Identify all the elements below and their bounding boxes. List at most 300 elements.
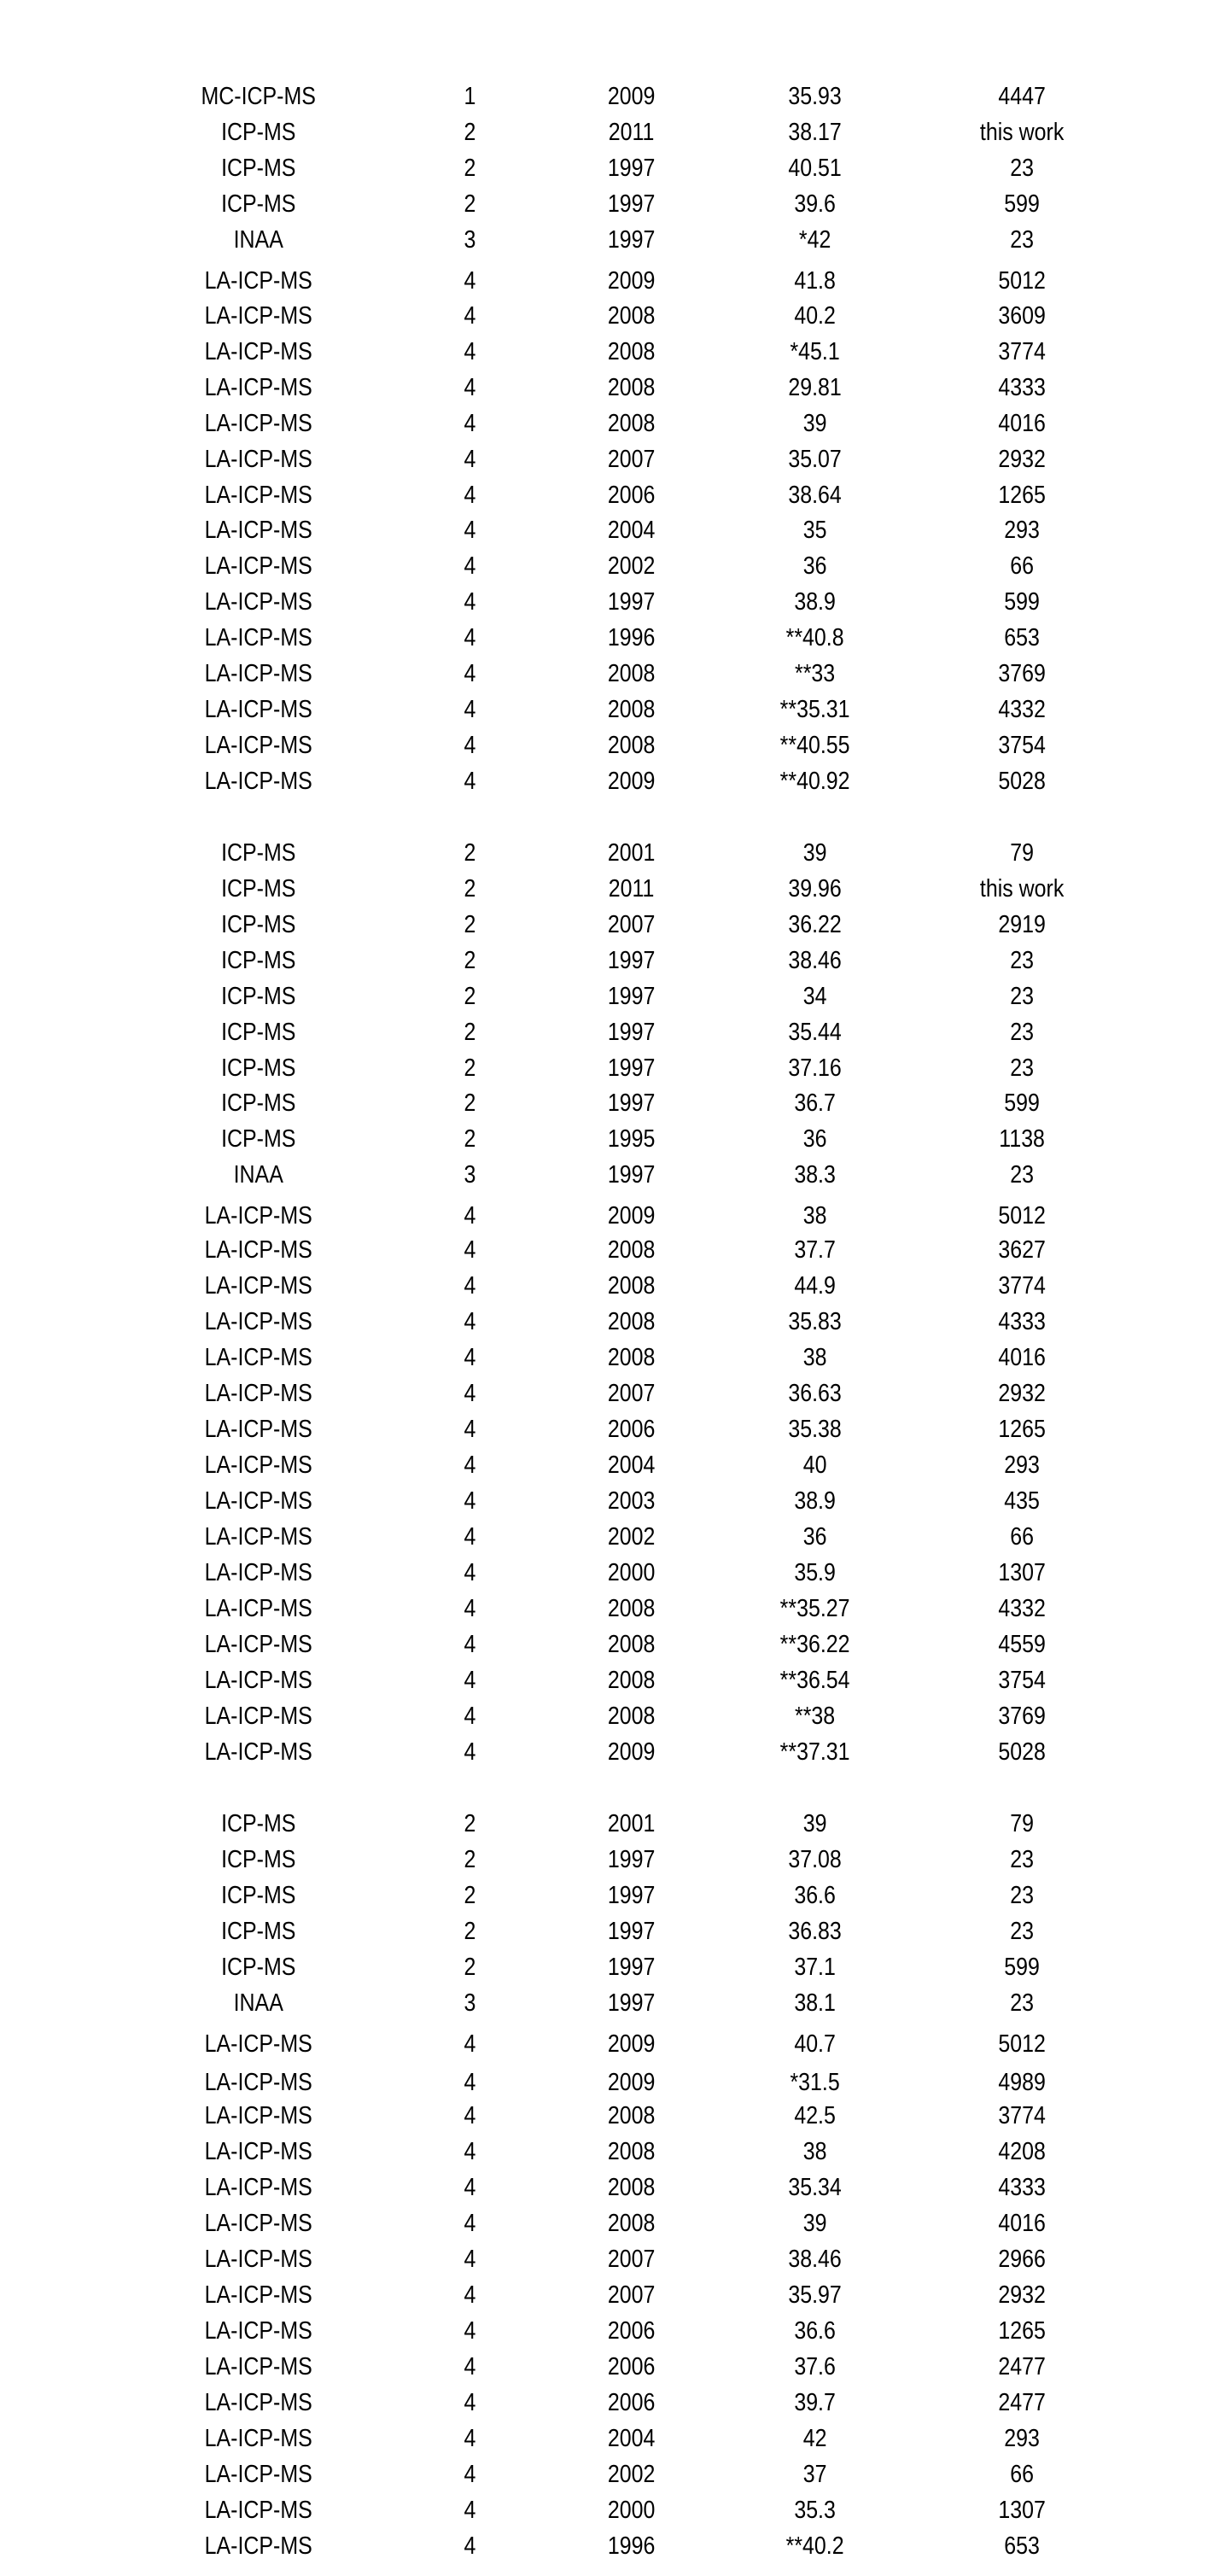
- value-cell: 39.96: [788, 875, 842, 902]
- method-cell: LA-ICP-MS: [204, 1272, 312, 1300]
- group-cell: 4: [464, 1380, 476, 1407]
- method-cell: ICP-MS: [221, 155, 296, 182]
- method-cell: LA-ICP-MS: [204, 1487, 312, 1515]
- group-cell: 2: [464, 1054, 476, 1082]
- group-cell: 4: [464, 374, 476, 401]
- group-cell: 4: [464, 482, 476, 509]
- value-cell: **38: [795, 1703, 836, 1730]
- group-cell: 2: [464, 1019, 476, 1046]
- table-row: [0, 1949, 1059, 1985]
- table-row: [0, 1268, 1059, 1304]
- table-row: [0, 1376, 1059, 1411]
- value-cell: **35.27: [779, 1595, 850, 1622]
- reference-cell: this work: [979, 875, 1065, 902]
- method-cell: ICP-MS: [221, 947, 296, 974]
- reference-cell: 4333: [998, 1308, 1046, 1335]
- group-cell: 4: [464, 2069, 476, 2096]
- method-cell: LA-ICP-MS: [204, 2138, 312, 2165]
- reference-cell: 4447: [998, 83, 1046, 110]
- year-cell: 2004: [607, 1452, 656, 1479]
- method-cell: LA-ICP-MS: [204, 2532, 312, 2560]
- value-cell: **37.31: [779, 1738, 850, 1766]
- table-row: [0, 548, 1059, 584]
- method-cell: LA-ICP-MS: [204, 1667, 312, 1694]
- year-cell: 2008: [607, 410, 656, 437]
- value-cell: **40.92: [779, 768, 850, 795]
- method-cell: ICP-MS: [221, 1089, 296, 1117]
- reference-cell: 3754: [998, 1667, 1046, 1694]
- method-cell: LA-ICP-MS: [204, 2461, 312, 2488]
- group-cell: 2: [464, 1810, 476, 1837]
- table-row: [0, 512, 1059, 548]
- year-cell: 2008: [607, 1631, 656, 1658]
- table-row: [0, 298, 1059, 334]
- value-cell: 36.63: [788, 1380, 842, 1407]
- year-cell: 2007: [607, 2246, 656, 2273]
- reference-cell: 1307: [998, 1559, 1046, 1586]
- table-row: [0, 1519, 1059, 1555]
- year-cell: 2009: [607, 2069, 656, 2096]
- value-cell: 37.1: [794, 1954, 836, 1981]
- table-row: [0, 1842, 1059, 1878]
- year-cell: 2002: [607, 2461, 656, 2488]
- table-row: [0, 406, 1059, 441]
- value-cell: 41.8: [794, 267, 836, 295]
- value-cell: 35.9: [794, 1559, 836, 1586]
- group-cell: 4: [464, 1738, 476, 1766]
- reference-cell: 653: [1004, 2532, 1040, 2560]
- value-cell: 37.6: [794, 2353, 836, 2380]
- year-cell: 2011: [608, 875, 655, 902]
- group-cell: 4: [464, 1236, 476, 1264]
- value-cell: **33: [795, 660, 836, 687]
- table-row: [0, 1806, 1059, 1842]
- value-cell: 36.83: [788, 1918, 842, 1945]
- method-cell: LA-ICP-MS: [204, 2246, 312, 2273]
- table-row: [0, 907, 1059, 943]
- year-cell: 2008: [607, 302, 656, 330]
- year-cell: 1997: [607, 1954, 656, 1981]
- method-cell: LA-ICP-MS: [204, 1631, 312, 1658]
- value-cell: 36: [802, 1125, 827, 1153]
- table-row: [0, 2528, 1059, 2564]
- year-cell: 1997: [607, 1054, 656, 1082]
- group-cell: 4: [464, 2532, 476, 2560]
- value-cell: 35: [802, 517, 827, 544]
- year-cell: 2008: [607, 2210, 656, 2237]
- table-row: [0, 1304, 1059, 1340]
- reference-cell: 1265: [998, 1416, 1046, 1443]
- group-cell: 4: [464, 1703, 476, 1730]
- method-cell: ICP-MS: [221, 1810, 296, 1837]
- value-cell: 39: [802, 2210, 827, 2237]
- method-cell: LA-ICP-MS: [204, 1559, 312, 1586]
- group-cell: 4: [464, 1308, 476, 1335]
- year-cell: 2007: [607, 446, 656, 473]
- table-row: [0, 1050, 1059, 1086]
- reference-cell: 3774: [998, 2102, 1046, 2129]
- method-cell: LA-ICP-MS: [204, 410, 312, 437]
- year-cell: 1997: [607, 1019, 656, 1046]
- value-cell: *42: [798, 226, 831, 254]
- table-row: [0, 186, 1059, 222]
- value-cell: 39.6: [794, 190, 836, 218]
- year-cell: 1997: [607, 190, 656, 218]
- value-cell: 36.7: [794, 1089, 836, 1117]
- reference-cell: 66: [1010, 552, 1034, 580]
- table-row: [0, 1198, 1059, 1234]
- year-cell: 2001: [607, 1810, 656, 1837]
- year-cell: 2002: [607, 1523, 656, 1551]
- group-cell: 4: [464, 2497, 476, 2524]
- year-cell: 2008: [607, 2102, 656, 2129]
- value-cell: 39.7: [794, 2389, 836, 2416]
- value-cell: 36.6: [794, 1882, 836, 1909]
- value-cell: **35.31: [779, 696, 850, 723]
- method-cell: LA-ICP-MS: [204, 338, 312, 365]
- method-cell: LA-ICP-MS: [204, 2210, 312, 2237]
- value-cell: 36.6: [794, 2317, 836, 2345]
- value-cell: 35.3: [794, 2497, 836, 2524]
- group-cell: 2: [464, 1882, 476, 1909]
- value-cell: 40.7: [794, 2030, 836, 2058]
- value-cell: 40: [802, 1452, 827, 1479]
- year-cell: 2001: [607, 839, 656, 867]
- reference-cell: 599: [1004, 1089, 1040, 1117]
- year-cell: 2008: [607, 696, 656, 723]
- value-cell: 34: [802, 983, 827, 1010]
- group-cell: 4: [464, 1416, 476, 1443]
- method-cell: LA-ICP-MS: [204, 374, 312, 401]
- value-cell: 36.22: [788, 911, 842, 938]
- year-cell: 2008: [607, 2138, 656, 2165]
- method-cell: ICP-MS: [221, 1125, 296, 1153]
- method-cell: ICP-MS: [221, 911, 296, 938]
- reference-cell: 3769: [998, 1703, 1046, 1730]
- reference-cell: this work: [979, 119, 1065, 146]
- method-cell: LA-ICP-MS: [204, 267, 312, 295]
- reference-cell: 435: [1004, 1487, 1040, 1515]
- value-cell: 36: [802, 552, 827, 580]
- method-cell: LA-ICP-MS: [204, 2281, 312, 2309]
- method-cell: LA-ICP-MS: [204, 2389, 312, 2416]
- method-cell: ICP-MS: [221, 119, 296, 146]
- reference-cell: 4333: [998, 374, 1046, 401]
- method-cell: ICP-MS: [221, 190, 296, 218]
- year-cell: 1997: [607, 155, 656, 182]
- value-cell: 38.46: [788, 947, 842, 974]
- table-row: [0, 1627, 1059, 1662]
- table-row: [0, 2349, 1059, 2385]
- table-row: [0, 114, 1065, 150]
- group-cell: 4: [464, 2210, 476, 2237]
- group-cell: 4: [464, 338, 476, 365]
- group-cell: 4: [464, 446, 476, 473]
- method-cell: LA-ICP-MS: [204, 624, 312, 651]
- group-cell: 4: [464, 2138, 476, 2165]
- reference-cell: 4333: [998, 2174, 1046, 2201]
- reference-cell: 2477: [998, 2353, 1046, 2380]
- reference-cell: 293: [1004, 1452, 1040, 1479]
- value-cell: **36.22: [779, 1631, 850, 1658]
- reference-cell: 3627: [998, 1236, 1046, 1264]
- reference-cell: 3609: [998, 302, 1046, 330]
- group-cell: 4: [464, 1452, 476, 1479]
- table-row: [0, 727, 1059, 763]
- value-cell: 37.08: [788, 1846, 842, 1873]
- reference-cell: 2932: [998, 446, 1046, 473]
- method-cell: LA-ICP-MS: [204, 2030, 312, 2058]
- value-cell: 38: [802, 1344, 827, 1371]
- reference-cell: 5012: [998, 2030, 1046, 2058]
- table-row: [0, 2098, 1059, 2134]
- table-row: [0, 370, 1059, 406]
- group-cell: 2: [464, 839, 476, 867]
- method-cell: LA-ICP-MS: [204, 2174, 312, 2201]
- method-cell: LA-ICP-MS: [204, 1202, 312, 1230]
- group-cell: 4: [464, 2246, 476, 2273]
- reference-cell: 23: [1010, 155, 1034, 182]
- year-cell: 1996: [607, 2532, 656, 2560]
- value-cell: 39: [802, 1810, 827, 1837]
- value-cell: 37.16: [788, 1054, 842, 1082]
- reference-cell: 23: [1010, 1019, 1034, 1046]
- method-cell: LA-ICP-MS: [204, 1344, 312, 1371]
- method-cell: INAA: [233, 226, 283, 254]
- method-cell: LA-ICP-MS: [204, 1308, 312, 1335]
- value-cell: 38: [802, 1202, 827, 1230]
- table-row: [0, 1085, 1059, 1121]
- reference-cell: 2932: [998, 1380, 1046, 1407]
- reference-cell: 5012: [998, 267, 1046, 295]
- reference-cell: 4016: [998, 410, 1046, 437]
- group-cell: 2: [464, 119, 476, 146]
- group-cell: 4: [464, 517, 476, 544]
- reference-cell: 2477: [998, 2389, 1046, 2416]
- reference-cell: 4332: [998, 1595, 1046, 1622]
- year-cell: 2007: [607, 1380, 656, 1407]
- table-row: [0, 1878, 1059, 1913]
- method-cell: LA-ICP-MS: [204, 2069, 312, 2096]
- year-cell: 2009: [607, 1202, 656, 1230]
- table-row: [0, 1483, 1059, 1519]
- method-cell: ICP-MS: [221, 1882, 296, 1909]
- value-cell: 37: [802, 2461, 827, 2488]
- group-cell: 2: [464, 155, 476, 182]
- group-cell: 4: [464, 267, 476, 295]
- reference-cell: 2919: [998, 911, 1046, 938]
- year-cell: 1997: [607, 947, 656, 974]
- year-cell: 1997: [607, 1089, 656, 1117]
- group-cell: 4: [464, 1272, 476, 1300]
- year-cell: 2009: [607, 768, 656, 795]
- group-cell: 4: [464, 2317, 476, 2345]
- reference-cell: 1265: [998, 482, 1046, 509]
- method-cell: ICP-MS: [221, 875, 296, 902]
- table-row: [0, 2385, 1059, 2421]
- table-row: [0, 2170, 1059, 2205]
- method-cell: LA-ICP-MS: [204, 1738, 312, 1766]
- value-cell: 40.2: [794, 302, 836, 330]
- reference-cell: 293: [1004, 2425, 1040, 2452]
- table-row: [0, 1985, 1059, 2021]
- reference-cell: 23: [1010, 1918, 1034, 1945]
- group-cell: 2: [464, 983, 476, 1010]
- reference-cell: 5012: [998, 1202, 1046, 1230]
- value-cell: 35.38: [788, 1416, 842, 1443]
- year-cell: 2009: [607, 267, 656, 295]
- year-cell: 2009: [607, 83, 656, 110]
- method-cell: LA-ICP-MS: [204, 446, 312, 473]
- value-cell: 35.97: [788, 2281, 842, 2309]
- reference-cell: 4208: [998, 2138, 1046, 2165]
- table-row: [0, 1014, 1059, 1050]
- group-cell: 3: [464, 1161, 476, 1189]
- group-cell: 4: [464, 588, 476, 616]
- value-cell: 35.93: [788, 83, 842, 110]
- method-cell: LA-ICP-MS: [204, 2317, 312, 2345]
- value-cell: **40.8: [785, 624, 844, 651]
- value-cell: 35.07: [788, 446, 842, 473]
- table-row: [0, 1121, 1059, 1157]
- table-row: [0, 2277, 1059, 2313]
- value-cell: 35.34: [788, 2174, 842, 2201]
- reference-cell: 1138: [999, 1125, 1045, 1153]
- group-cell: 4: [464, 1202, 476, 1230]
- reference-cell: 599: [1004, 190, 1040, 218]
- reference-cell: 79: [1010, 839, 1034, 867]
- year-cell: 2008: [607, 338, 656, 365]
- method-cell: LA-ICP-MS: [204, 1595, 312, 1622]
- year-cell: 1997: [607, 983, 656, 1010]
- group-cell: 4: [464, 1631, 476, 1658]
- value-cell: 39: [802, 839, 827, 867]
- year-cell: 2000: [607, 2497, 656, 2524]
- group-cell: 4: [464, 732, 476, 759]
- table-row: [0, 1340, 1059, 1376]
- table-row: [0, 620, 1059, 656]
- group-cell: 4: [464, 2353, 476, 2380]
- value-cell: 42: [802, 2425, 827, 2452]
- table-row: [0, 79, 1059, 114]
- reference-cell: 4559: [998, 1631, 1046, 1658]
- reference-cell: 5028: [998, 768, 1046, 795]
- table-row: [0, 943, 1059, 978]
- group-cell: 4: [464, 696, 476, 723]
- table-row: [0, 2313, 1059, 2349]
- table-row: [0, 263, 1059, 299]
- value-cell: 38.3: [794, 1161, 836, 1189]
- table-row: [0, 477, 1059, 513]
- year-cell: 2006: [607, 482, 656, 509]
- reference-cell: 23: [1010, 1882, 1034, 1909]
- value-cell: **40.2: [785, 2532, 844, 2560]
- year-cell: 1997: [607, 1846, 656, 1873]
- table-row: [0, 656, 1059, 692]
- year-cell: 2003: [607, 1487, 656, 1515]
- group-cell: 4: [464, 624, 476, 651]
- reference-cell: 66: [1010, 1523, 1034, 1551]
- group-cell: 1: [464, 83, 476, 110]
- table-row: [0, 441, 1059, 477]
- value-cell: 38.9: [794, 1487, 836, 1515]
- value-cell: 38.64: [788, 482, 842, 509]
- reference-cell: 23: [1010, 1989, 1034, 2017]
- method-cell: ICP-MS: [221, 1918, 296, 1945]
- table-row: [0, 334, 1059, 370]
- reference-cell: 599: [1004, 1954, 1040, 1981]
- method-cell: ICP-MS: [221, 839, 296, 867]
- reference-cell: 23: [1010, 1161, 1034, 1189]
- method-cell: ICP-MS: [221, 1019, 296, 1046]
- group-cell: 4: [464, 1344, 476, 1371]
- group-cell: 4: [464, 552, 476, 580]
- method-cell: LA-ICP-MS: [204, 768, 312, 795]
- method-cell: LA-ICP-MS: [204, 552, 312, 580]
- year-cell: 2009: [607, 1738, 656, 1766]
- reference-cell: 3769: [998, 660, 1046, 687]
- method-cell: LA-ICP-MS: [204, 2497, 312, 2524]
- value-cell: 42.5: [794, 2102, 836, 2129]
- method-cell: ICP-MS: [221, 983, 296, 1010]
- value-cell: *45.1: [790, 338, 840, 365]
- value-cell: 40.51: [788, 155, 842, 182]
- table-row: [0, 2026, 1059, 2062]
- table-row: [0, 2456, 1059, 2492]
- method-cell: LA-ICP-MS: [204, 660, 312, 687]
- method-cell: INAA: [233, 1989, 283, 2017]
- table-row: [0, 150, 1059, 186]
- table-row: [0, 222, 1059, 258]
- reference-cell: 4989: [998, 2069, 1046, 2096]
- value-cell: 39: [802, 410, 827, 437]
- method-cell: LA-ICP-MS: [204, 696, 312, 723]
- table-row: [0, 1698, 1059, 1734]
- group-cell: 4: [464, 2174, 476, 2201]
- method-cell: LA-ICP-MS: [204, 302, 312, 330]
- year-cell: 2002: [607, 552, 656, 580]
- value-cell: 35.83: [788, 1308, 842, 1335]
- group-cell: 4: [464, 2461, 476, 2488]
- group-cell: 4: [464, 2030, 476, 2058]
- table-row: [0, 763, 1059, 799]
- year-cell: 1996: [607, 624, 656, 651]
- reference-cell: 293: [1004, 517, 1040, 544]
- value-cell: 35.44: [788, 1019, 842, 1046]
- group-cell: 2: [464, 875, 476, 902]
- year-cell: 2009: [607, 2030, 656, 2058]
- group-cell: 2: [464, 1954, 476, 1981]
- value-cell: 38.17: [788, 119, 842, 146]
- method-cell: LA-ICP-MS: [204, 2102, 312, 2129]
- year-cell: 2006: [607, 1416, 656, 1443]
- table-row: [0, 2134, 1059, 2170]
- group-cell: 4: [464, 302, 476, 330]
- reference-cell: 1307: [998, 2497, 1046, 2524]
- method-cell: LA-ICP-MS: [204, 2353, 312, 2380]
- table-row: [0, 1411, 1059, 1447]
- method-cell: LA-ICP-MS: [204, 482, 312, 509]
- year-cell: 2007: [607, 2281, 656, 2309]
- year-cell: 2008: [607, 1344, 656, 1371]
- reference-cell: 23: [1010, 226, 1034, 254]
- reference-cell: 653: [1004, 624, 1040, 651]
- group-cell: 4: [464, 1487, 476, 1515]
- table-row: [0, 2241, 1059, 2277]
- reference-cell: 66: [1010, 2461, 1034, 2488]
- table-row: [0, 1734, 1059, 1770]
- group-cell: 4: [464, 1523, 476, 1551]
